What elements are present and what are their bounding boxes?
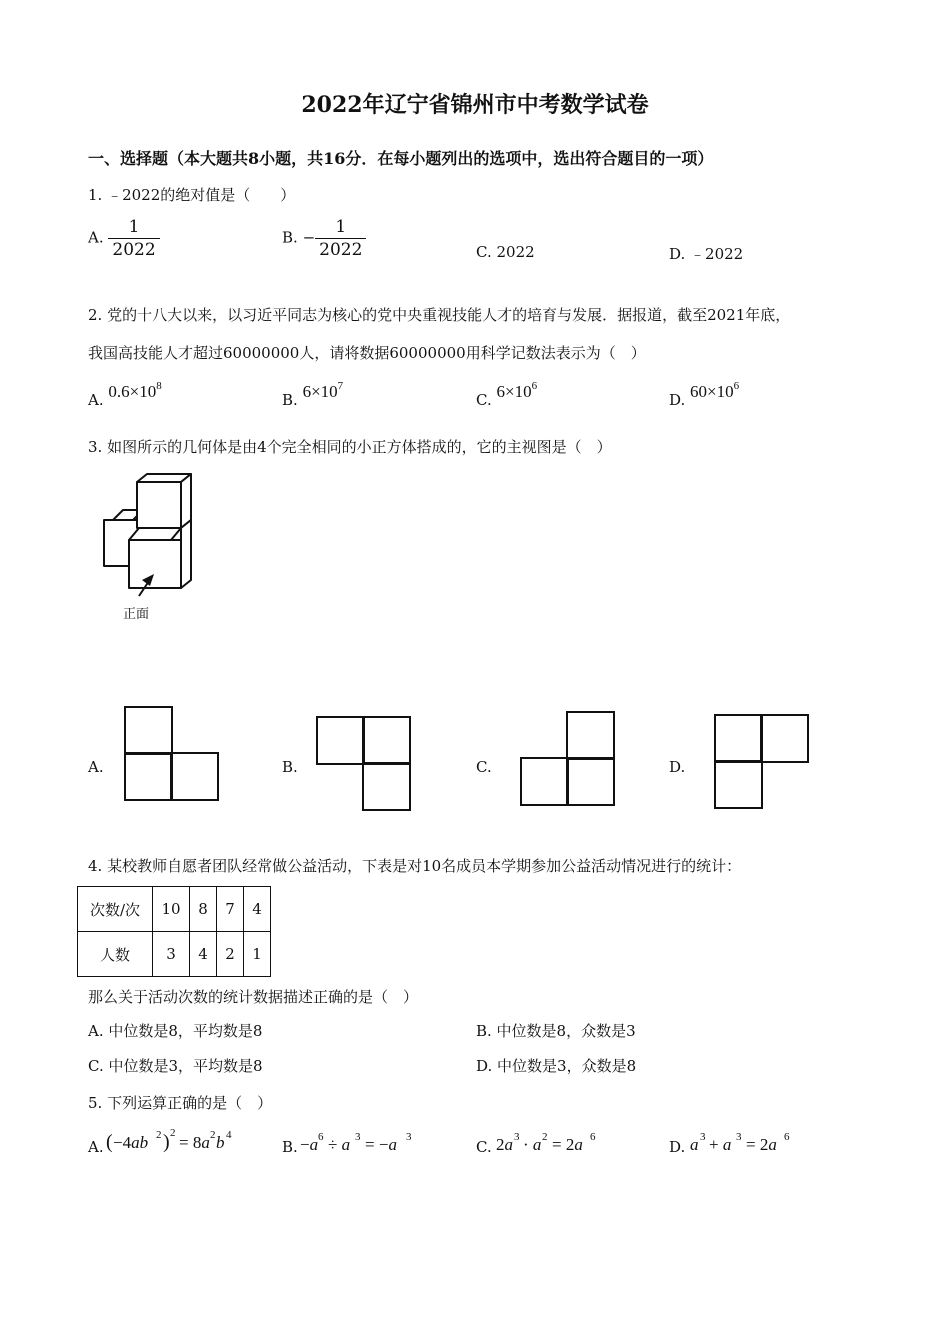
svg-text:= −a: = −a — [365, 1135, 397, 1154]
q3-option-a-label[interactable]: A. — [88, 758, 104, 776]
cube-solid-figure — [95, 470, 205, 625]
q5-option-d-formula — [690, 1128, 820, 1158]
svg-text:+ a: + a — [709, 1135, 732, 1154]
svg-text:2: 2 — [210, 1129, 216, 1141]
option-label: A. — [88, 1138, 104, 1156]
minus-sign: − — [302, 228, 316, 247]
q1-option-b[interactable] — [282, 216, 366, 261]
q2-option-d[interactable] — [669, 380, 740, 409]
table-cell: 1 — [244, 932, 271, 977]
exponent: 6 — [733, 380, 740, 392]
option-label: B. — [282, 391, 298, 409]
q4-option-c[interactable]: C. 中位数是3，平均数是8 — [88, 1057, 263, 1075]
option-label: D. — [669, 391, 686, 409]
statistics-table — [77, 886, 271, 977]
front-label: 正面 — [123, 607, 150, 622]
svg-text:): ) — [163, 1131, 170, 1153]
exponent: 7 — [337, 380, 344, 392]
q2-option-a[interactable] — [88, 380, 162, 409]
base: 60×10 — [690, 382, 734, 401]
svg-text:3: 3 — [355, 1131, 361, 1143]
table-row — [78, 887, 271, 932]
q3-option-b-label[interactable]: B. — [282, 758, 298, 776]
q4-option-d[interactable]: D. 中位数是3，众数是8 — [476, 1057, 637, 1075]
row-header: 人数 — [78, 932, 153, 977]
math-expression — [303, 382, 344, 401]
fraction — [108, 216, 159, 261]
q5-option-a[interactable] — [88, 1138, 104, 1156]
page-title: 2022年辽宁省锦州市中考数学试卷 — [301, 92, 649, 118]
base: 6×10 — [302, 382, 338, 401]
numerator: 1 — [108, 216, 159, 239]
svg-text:a: a — [690, 1135, 699, 1154]
svg-text:6: 6 — [318, 1131, 324, 1143]
question-4-prompt: 那么关于活动次数的统计数据描述正确的是（ ） — [88, 988, 419, 1006]
exponent: 8 — [156, 380, 162, 392]
q1-option-c[interactable]: C. 2022 — [476, 243, 535, 261]
denominator: 2022 — [319, 240, 363, 260]
fraction — [315, 216, 366, 261]
denominator: 2022 — [112, 240, 156, 260]
q5-option-c[interactable] — [476, 1138, 492, 1156]
svg-text:= 8a: = 8a — [179, 1133, 210, 1152]
table-cell: 2 — [217, 932, 244, 977]
svg-text:−4ab: −4ab — [113, 1133, 149, 1152]
option-label: B. — [282, 1138, 298, 1156]
q4-option-b[interactable]: B. 中位数是8，众数是3 — [476, 1022, 636, 1040]
section-heading: 一、选择题（本大题共8小题，共16分．在每小题列出的选项中，选出符合题目的一项） — [88, 149, 714, 168]
q3-option-b-figure[interactable] — [316, 716, 412, 812]
q5-option-d[interactable] — [669, 1138, 685, 1156]
svg-text:3: 3 — [736, 1131, 742, 1143]
table-cell: 7 — [217, 887, 244, 932]
svg-text:2: 2 — [170, 1127, 176, 1139]
q1-option-a[interactable] — [88, 216, 160, 261]
svg-text:b: b — [216, 1133, 225, 1152]
option-label: C. — [476, 391, 492, 409]
svg-text:= 2a: = 2a — [746, 1135, 777, 1154]
option-label: B. — [282, 228, 298, 247]
svg-text:· a: · a — [523, 1135, 542, 1154]
base: 6×10 — [496, 382, 532, 401]
table-cell: 4 — [244, 887, 271, 932]
q5-option-b-formula — [300, 1128, 430, 1158]
question-4-stem: 4. 某校教师自愿者团队经常做公益活动，下表是对10名成员本学期参加公益活动情况进行的统计： — [88, 857, 742, 875]
svg-text:4: 4 — [226, 1129, 232, 1141]
q4-option-a[interactable]: A. 中位数是8，平均数是8 — [88, 1022, 263, 1040]
table-cell: 4 — [190, 932, 217, 977]
math-expression — [497, 382, 538, 401]
q2-option-b[interactable] — [282, 380, 344, 409]
svg-text:3: 3 — [700, 1131, 706, 1143]
math-expression — [108, 382, 161, 401]
q3-option-c-figure[interactable] — [520, 711, 616, 807]
row-header: 次数/次 — [78, 887, 153, 932]
q3-option-d-label[interactable]: D. — [669, 758, 686, 776]
svg-text:2a: 2a — [496, 1135, 513, 1154]
table-row — [78, 932, 271, 977]
question-5-stem: 5. 下列运算正确的是（ ） — [88, 1094, 273, 1112]
svg-text:−a: −a — [300, 1135, 319, 1154]
question-1-stem: 1. ﹣2022的绝对值是（ ） — [88, 186, 296, 204]
question-2-line-1: 2. 党的十八大以来，以习近平同志为核心的党中央重视技能人才的培育与发展．据报道，截至2021年底， — [88, 306, 791, 324]
svg-text:2: 2 — [156, 1129, 162, 1141]
q5-option-b[interactable] — [282, 1138, 298, 1156]
svg-text:2: 2 — [542, 1131, 548, 1143]
question-3-stem: 3. 如图所示的几何体是由4个完全相同的小正方体搭成的，它的主视图是（ ） — [88, 438, 612, 456]
option-label: D. — [669, 1138, 686, 1156]
table-cell: 8 — [190, 887, 217, 932]
table-cell: 3 — [153, 932, 190, 977]
option-label: A. — [88, 228, 104, 247]
option-label: C. — [476, 1138, 492, 1156]
base: 0.6×10 — [108, 382, 157, 401]
math-expression — [690, 382, 739, 401]
svg-text:3: 3 — [406, 1131, 412, 1143]
q3-option-d-figure[interactable] — [714, 714, 810, 810]
svg-text:6: 6 — [590, 1131, 596, 1143]
q3-option-c-label[interactable]: C. — [476, 758, 492, 776]
q5-option-a-formula — [106, 1124, 246, 1158]
question-2-line-2: 我国高技能人才超过60000000人，请将数据60000000用科学记数法表示为（ ） — [88, 344, 646, 362]
svg-text:3: 3 — [514, 1131, 520, 1143]
q1-option-d[interactable]: D. ﹣2022 — [669, 245, 744, 263]
svg-text:(: ( — [106, 1131, 113, 1153]
svg-text:6: 6 — [784, 1131, 790, 1143]
q2-option-c[interactable] — [476, 380, 538, 409]
option-label: A. — [88, 391, 104, 409]
numerator: 1 — [315, 216, 366, 239]
table-cell: 10 — [153, 887, 190, 932]
exponent: 6 — [531, 380, 538, 392]
q3-option-a-figure[interactable] — [124, 706, 220, 802]
svg-text:= 2a: = 2a — [552, 1135, 583, 1154]
q5-option-c-formula — [496, 1128, 626, 1158]
svg-text:÷ a: ÷ a — [328, 1135, 351, 1154]
